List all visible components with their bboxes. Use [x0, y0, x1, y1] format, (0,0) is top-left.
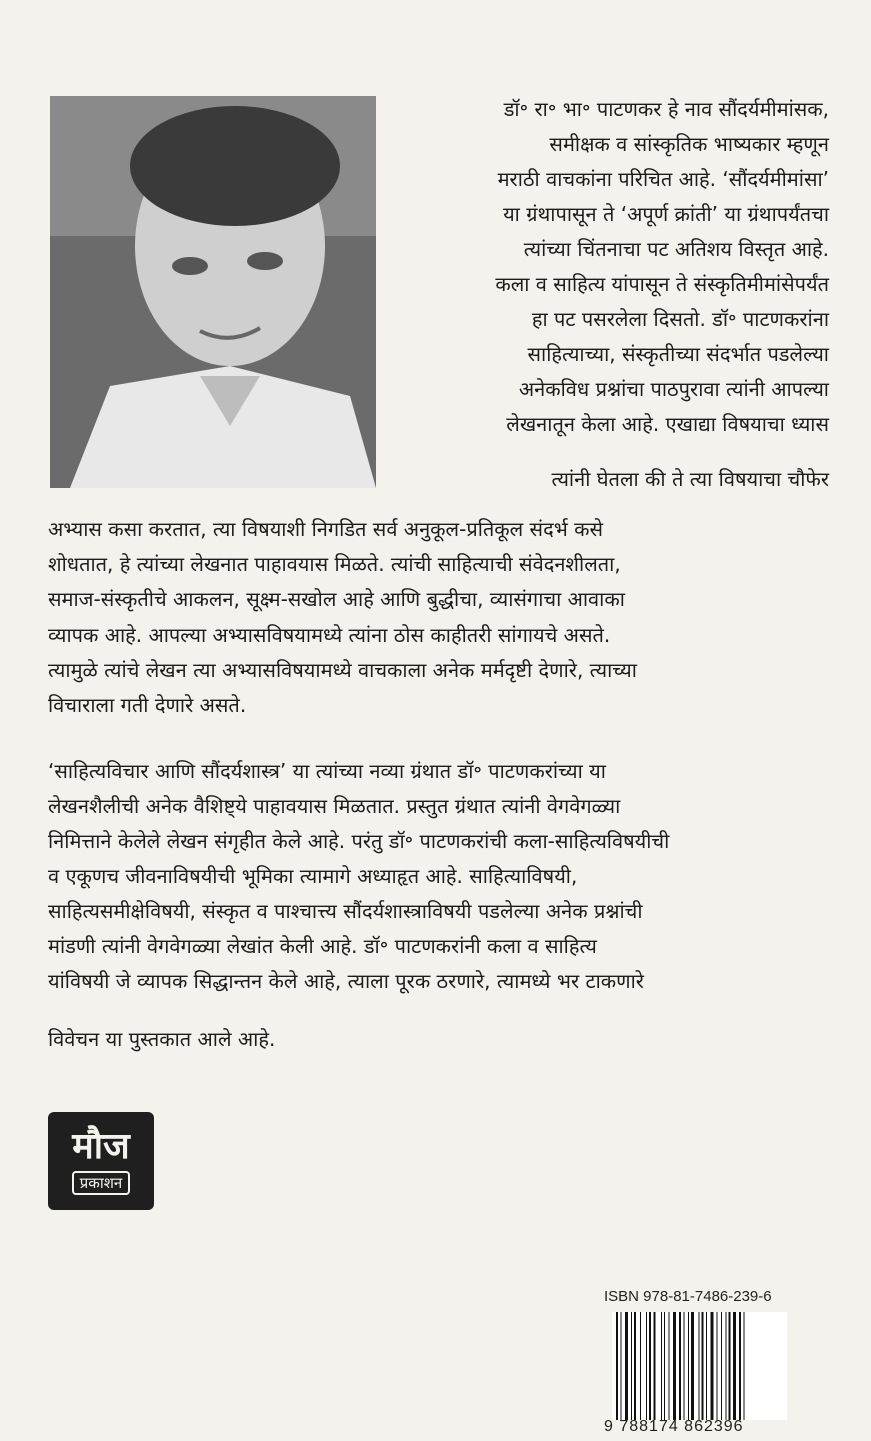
barcode-bar [616, 1312, 618, 1420]
bio-full-line: त्यामुळे त्यांचे लेखन त्या अभ्यासविषयामध्ये वाचकाला अनेक मर्मदृष्टी देणारे, त्याच्या [48, 658, 637, 682]
publisher-logo-bottom: प्रकाशन [72, 1171, 130, 1195]
barcode-bar [688, 1312, 689, 1420]
publisher-logo [48, 1112, 154, 1210]
barcode-bar [744, 1312, 745, 1420]
barcode-bar [625, 1312, 628, 1420]
bio-full-line: शोधतात, हे त्यांच्या लेखनात पाहावयास मिळते. त्यांची साहित्याची संवेदनशीलता, [48, 552, 621, 576]
book-line: साहित्यसमीक्षेविषयी, संस्कृत व पाश्चात्त्य सौंदर्यशास्त्राविषयी पडलेल्या अनेक प्रश्नांची [48, 899, 643, 923]
book-line: ‘साहित्यविचार आणि सौंदर्यशास्त्र’ या त्यांच्या नव्या ग्रंथात डॉ॰ पाटणकरांच्या या [48, 759, 606, 783]
book-line: यांविषयी जे व्यापक सिद्धान्तन केले आहे, त्याला पूरक ठरणारे, त्यामध्ये भर टाकणारे [48, 969, 644, 993]
barcode-bar [702, 1312, 704, 1420]
book-line: मांडणी त्यांनी वेगवेगळ्या लेखांत केली आहे. डॉ॰ पाटणकरांनी कला व साहित्य [48, 934, 597, 958]
bio-line: समीक्षक व सांस्कृतिक भाष्यकार म्हणून [549, 132, 829, 156]
barcode-bar [631, 1312, 632, 1420]
bio-line: अनेकविध प्रश्नांचा पाठपुरावा त्यांनी आपल्या [518, 377, 829, 401]
bio-line: त्यांच्या चिंतनाचा पट अतिशय विस्तृत आहे. [523, 237, 829, 261]
book-line: लेखनशैलीची अनेक वैशिष्ट्ये पाहावयास मिळतात. प्रस्तुत ग्रंथात त्यांनी वेगवेगळ्या [48, 794, 621, 818]
barcode-bar [679, 1312, 681, 1420]
bio-full-line: विचाराला गती देणारे असते. [48, 693, 247, 717]
bio-line: मराठी वाचकांना परिचित आहे. ‘सौंदर्यमीमांसा’ [497, 167, 829, 191]
barcode [612, 1312, 787, 1420]
barcode-bar [640, 1312, 641, 1420]
book-line: व एकूणच जीवनाविषयीची भूमिका त्यामागे अध्याहृत आहे. साहित्याविषयी, [48, 864, 578, 888]
bio-line: साहित्याच्या, संस्कृतीच्या संदर्भात पडलेल्या [527, 342, 829, 366]
barcode-bar [661, 1312, 662, 1420]
barcode-bar [717, 1312, 718, 1420]
barcode-bar [726, 1312, 727, 1420]
barcode-bar [649, 1312, 651, 1420]
barcode-bar [711, 1312, 714, 1420]
barcode-bar [684, 1312, 685, 1420]
barcode-bar [634, 1312, 636, 1420]
bio-full-line: समाज-संस्कृतीचे आकलन, सूक्ष्म-सखोल आहे आणि बुद्धीचा, व्यासंगाचा आवाका [48, 587, 625, 611]
bio-full-line: अभ्यास कसा करतात, त्या विषयाशी निगडित सर्व अनुकूल-प्रतिकूल संदर्भ कसे [48, 517, 603, 541]
barcode-bar [721, 1312, 722, 1420]
bio-line: लेखनातून केला आहे. एखाद्या विषयाचा ध्यास [506, 412, 829, 436]
barcode-bar [654, 1312, 656, 1420]
bio-line: डॉ॰ रा॰ भा॰ पाटणकर हे नाव सौंदर्यमीमांसक, [503, 97, 829, 121]
book-line: निमित्ताने केलेले लेखन संगृहीत केले आहे. परंतु डॉ॰ पाटणकरांची कला-साहित्यविषयीची [48, 829, 670, 853]
barcode-bar [733, 1312, 736, 1420]
barcode-bar [664, 1312, 665, 1420]
isbn-label: ISBN 978-81-7486-239-6 [604, 1288, 772, 1305]
isbn-digits: 9 788174 862396 [604, 1418, 744, 1435]
bio-line: कला व साहित्य यांपासून ते संस्कृतिमीमांसेपर्यंत [495, 272, 829, 296]
barcode-bar [729, 1312, 731, 1420]
bio-line: त्यांनी घेतला की ते त्या विषयाचा चौफेर [551, 467, 829, 491]
bio-line: या ग्रंथापासून ते ‘अपूर्ण क्रांती’ या ग्रंथापर्यंतचा [503, 202, 829, 226]
barcode-bar [673, 1312, 676, 1420]
author-photo [50, 96, 376, 488]
barcode-bar [706, 1312, 707, 1420]
publisher-logo-top: मौज [72, 1126, 130, 1167]
bio-line: हा पट पसरलेला दिसतो. डॉ॰ पाटणकरांना [531, 307, 829, 331]
bio-full-line: व्यापक आहे. आपल्या अभ्यासविषयामध्ये त्यांना ठोस काहीतरी सांगायचे असते. [48, 623, 611, 647]
barcode-bar [739, 1312, 741, 1420]
barcode-bar [621, 1312, 622, 1420]
barcode-bar [691, 1312, 694, 1420]
barcode-bar [699, 1312, 700, 1420]
book-line: विवेचन या पुस्तकात आले आहे. [48, 1027, 276, 1051]
barcode-bar [646, 1312, 647, 1420]
barcode-bar [669, 1312, 670, 1420]
